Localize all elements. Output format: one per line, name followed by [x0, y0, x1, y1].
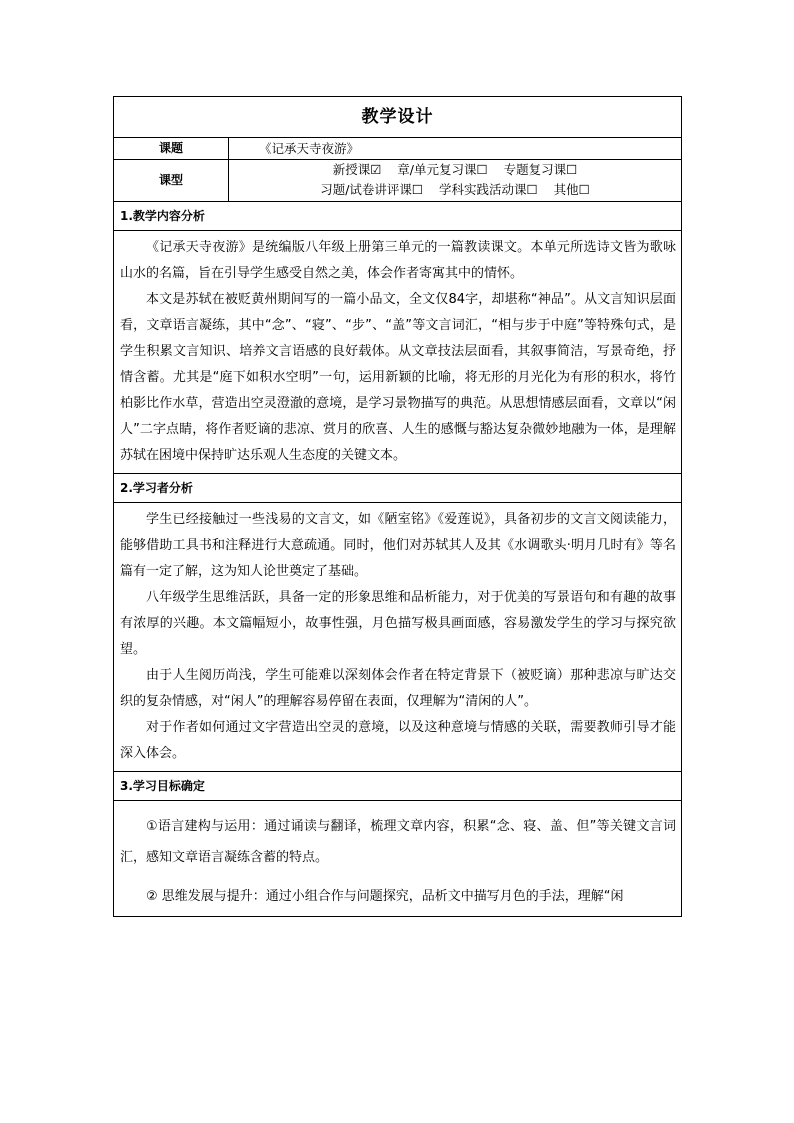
lesson-type-label: 课型	[114, 160, 229, 202]
section-heading-goals: 3.学习目标确定	[114, 772, 682, 801]
paragraph: 八年级学生思维活跃，具备一定的形象思维和品析能力，对于优美的写景语句和有趣的故事有浓厚的兴趣。本文篇幅短小，故事性强，月色描写极具画面感，容易激发学生的学习与探究欲望。	[120, 590, 676, 657]
lesson-design-table	[113, 96, 682, 917]
paragraph: 《记承天寺夜游》是统编版八年级上册第三单元的一篇教读课文。本单元所选诗文皆为歌咏山水的名篇，旨在引导学生感受自然之美，体会作者寄寓其中的情怀。	[120, 240, 676, 281]
section-body-content-analysis	[114, 231, 682, 474]
paragraph: 由于人生阅历尚浅，学生可能难以深刻体会作者在特定背景下（被贬谪）那种悲凉与旷达交织的复杂情感，对“闲人”的理解容易停留在表面，仅理解为“清闲的人”。	[120, 668, 676, 709]
goal-item: ①语言建构与运用：通过诵读与翻译，梳理文章内容，积累“念、寝、盖、但”等关键文言词汇，感知文章语言凝练含蓄的特点。	[120, 819, 676, 865]
section-heading-content-analysis: 1.教学内容分析	[114, 202, 682, 231]
section-body-goals	[114, 801, 682, 917]
paragraph: 本文是苏轼在被贬黄州期间写的一篇小品文，全文仅84字，却堪称“神品”。从文言知识层面看，文章语言凝练，其中“念”、“寝”、“步”、“盖”等文言词汇，“相与步于中庭”等特殊句式，是学生积累文言知识、培养文言语感的良好载体。从文章技法层面看，其叙事简洁，写景奇绝，抒情含蓄。尤其是“庭下如积水空明”一句，运用新颖的比喻，将无形的月光化为有形的积水，将竹柏影比作水草，营造出空灵澄澈的意境，是学习景物描写的典范。从思想情感层面看，文章以“闲人”二字点睛，将作者贬谪的悲凉、赏月的欣喜、人生的感慨与豁达复杂微妙地融为一体，是理解苏轼在困境中保持旷达乐观人生态度的关键文本。	[120, 292, 676, 463]
section-body-learner-analysis	[114, 503, 682, 772]
paragraph: 学生已经接触过一些浅易的文言文，如《陋室铭》《爱莲说》，具备初步的文言文阅读能力，能够借助工具书和注释进行大意疏通。同时，他们对苏轼其人及其《水调歌头·明月几时有》等名篇有一定了解，这为知人论世奠定了基础。	[120, 512, 676, 579]
lesson-type-options	[229, 160, 682, 202]
doc-title: 教学设计	[114, 97, 682, 138]
lesson-type-line-1: 新授课☑ 章/单元复习课☐ 专题复习课☐	[332, 162, 578, 177]
lesson-type-line-2: 习题/试卷讲评课☐ 学科实践活动课☐ 其他☐	[320, 182, 590, 197]
section-heading-learner-analysis: 2.学习者分析	[114, 474, 682, 503]
paragraph: 对于作者如何通过文字营造出空灵的意境，以及这种意境与情感的关联，需要教师引导才能深入体会。	[120, 720, 676, 761]
topic-value: 《记承天寺夜游》	[229, 138, 682, 160]
goal-item: ② 思维发展与提升：通过小组合作与问题探究，品析文中描写月色的手法，理解“闲	[146, 889, 624, 904]
topic-label: 课题	[114, 138, 229, 160]
